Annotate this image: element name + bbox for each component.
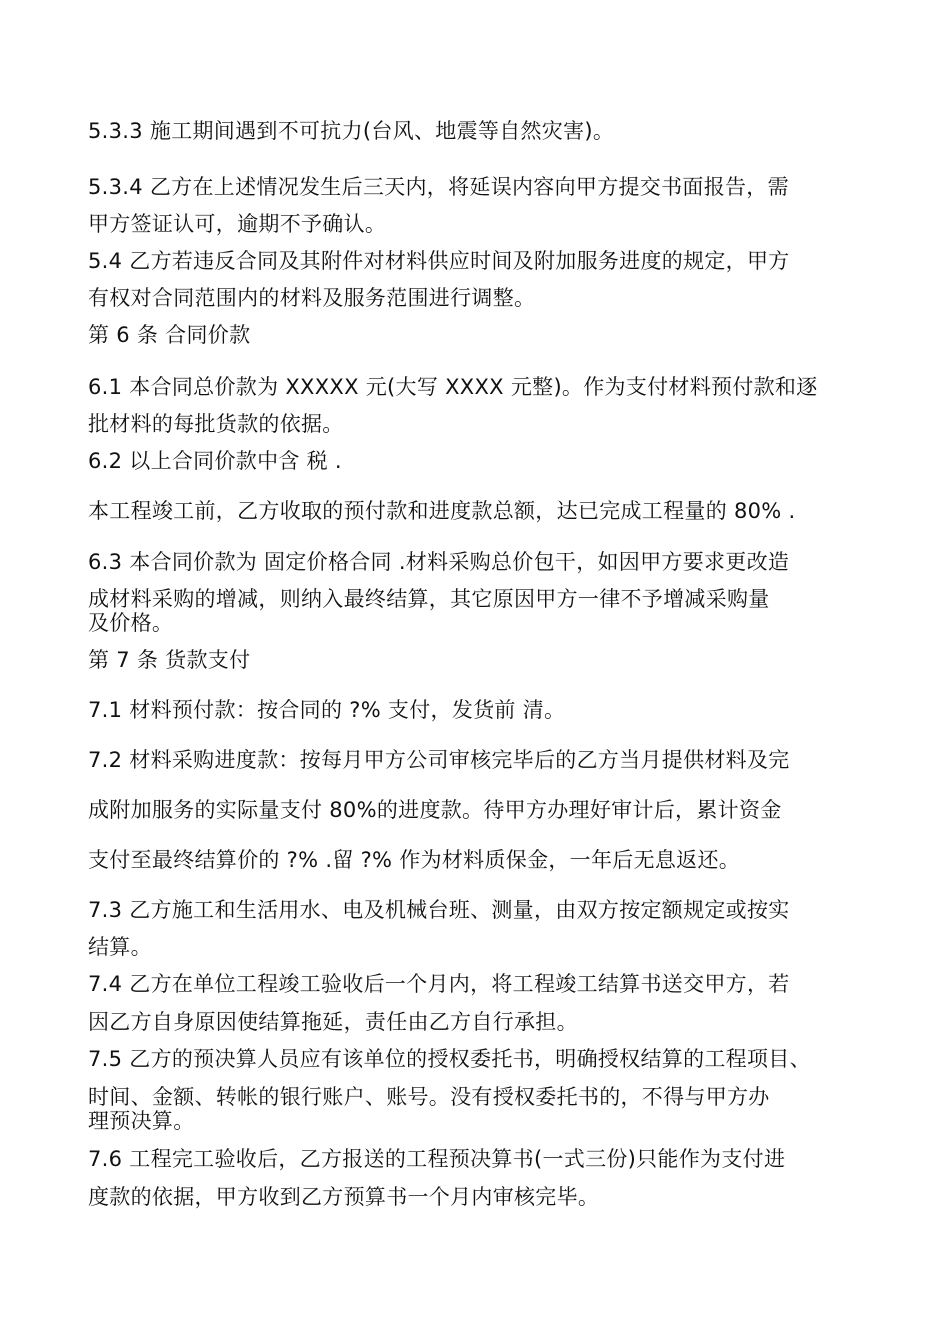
- article-7-heading: 第 7 条 货款支付: [88, 648, 251, 672]
- clause-7-3-line-2: 结算。: [88, 935, 152, 959]
- clause-7-4-line-1: 7.4 乙方在单位工程竣工验收后一个月内，将工程竣工结算书送交甲方，若: [88, 972, 790, 996]
- clause-5-3-4-line-1: 5.3.4 乙方在上述情况发生后三天内，将延误内容向甲方提交书面报告，需: [88, 175, 789, 199]
- clause-6-1-line-1: 6.1 本合同总价款为 XXXXX 元(大写 XXXX 元整)。作为支付材料预付款和逐: [88, 375, 818, 399]
- clause-5-4-line-2: 有权对合同范围内的材料及服务范围进行调整。: [88, 286, 536, 310]
- clause-7-5-line-2: 时间、金额、转帐的银行账户、账号。没有授权委托书的，不得与甲方办: [88, 1085, 770, 1109]
- clause-7-2-line-1: 7.2 材料采购进度款：按每月甲方公司审核完毕后的乙方当月提供材料及完: [88, 748, 790, 772]
- clause-6-3-line-3: 及价格。: [88, 611, 174, 635]
- clause-6-3-line-1: 6.3 本合同价款为 固定价格合同 .材料采购总价包干，如因甲方要求更改造: [88, 550, 790, 574]
- clause-5-4-line-1: 5.4 乙方若违反合同及其附件对材料供应时间及附加服务进度的规定，甲方: [88, 249, 790, 273]
- clause-6-2-note: 本工程竣工前，乙方收取的预付款和进度款总额，达已完成工程量的 80% .: [88, 499, 796, 523]
- clause-7-5-line-1: 7.5 乙方的预决算人员应有该单位的授权委托书，明确授权结算的工程项目、: [88, 1047, 811, 1071]
- clause-6-1-line-2: 批材料的每批货款的依据。: [88, 412, 344, 436]
- clause-7-2-line-2: 成附加服务的实际量支付 80%的进度款。待甲方办理好审计后，累计资金: [88, 798, 782, 822]
- clause-7-6-line-2: 度款的依据，甲方收到乙方预算书一个月内审核完毕。: [88, 1185, 600, 1209]
- clause-5-3-4-line-2: 甲方签证认可，逾期不予确认。: [88, 212, 387, 236]
- clause-6-2: 6.2 以上合同价款中含 税 .: [88, 449, 342, 473]
- clause-7-1: 7.1 材料预付款：按合同的 ?% 支付，发货前 清。: [88, 698, 566, 722]
- article-6-heading: 第 6 条 合同价款: [88, 323, 251, 347]
- clause-7-2-line-3: 支付至最终结算价的 ?% .留 ?% 作为材料质保金，一年后无息返还。: [88, 848, 741, 872]
- clause-7-6-line-1: 7.6 工程完工验收后，乙方报送的工程预决算书(一式三份)只能作为支付进: [88, 1147, 786, 1171]
- clause-7-3-line-1: 7.3 乙方施工和生活用水、电及机械台班、测量，由双方按定额规定或按实: [88, 898, 790, 922]
- clause-7-4-line-2: 因乙方自身原因使结算拖延，责任由乙方自行承担。: [88, 1010, 578, 1034]
- clause-5-3-3: 5.3.3 施工期间遇到不可抗力(台风、地震等自然灾害)。: [88, 119, 615, 143]
- clause-7-5-line-3: 理预决算。: [88, 1109, 195, 1133]
- clause-6-3-line-2: 成材料采购的增减，则纳入最终结算，其它原因甲方一律不予增减采购量: [88, 587, 770, 611]
